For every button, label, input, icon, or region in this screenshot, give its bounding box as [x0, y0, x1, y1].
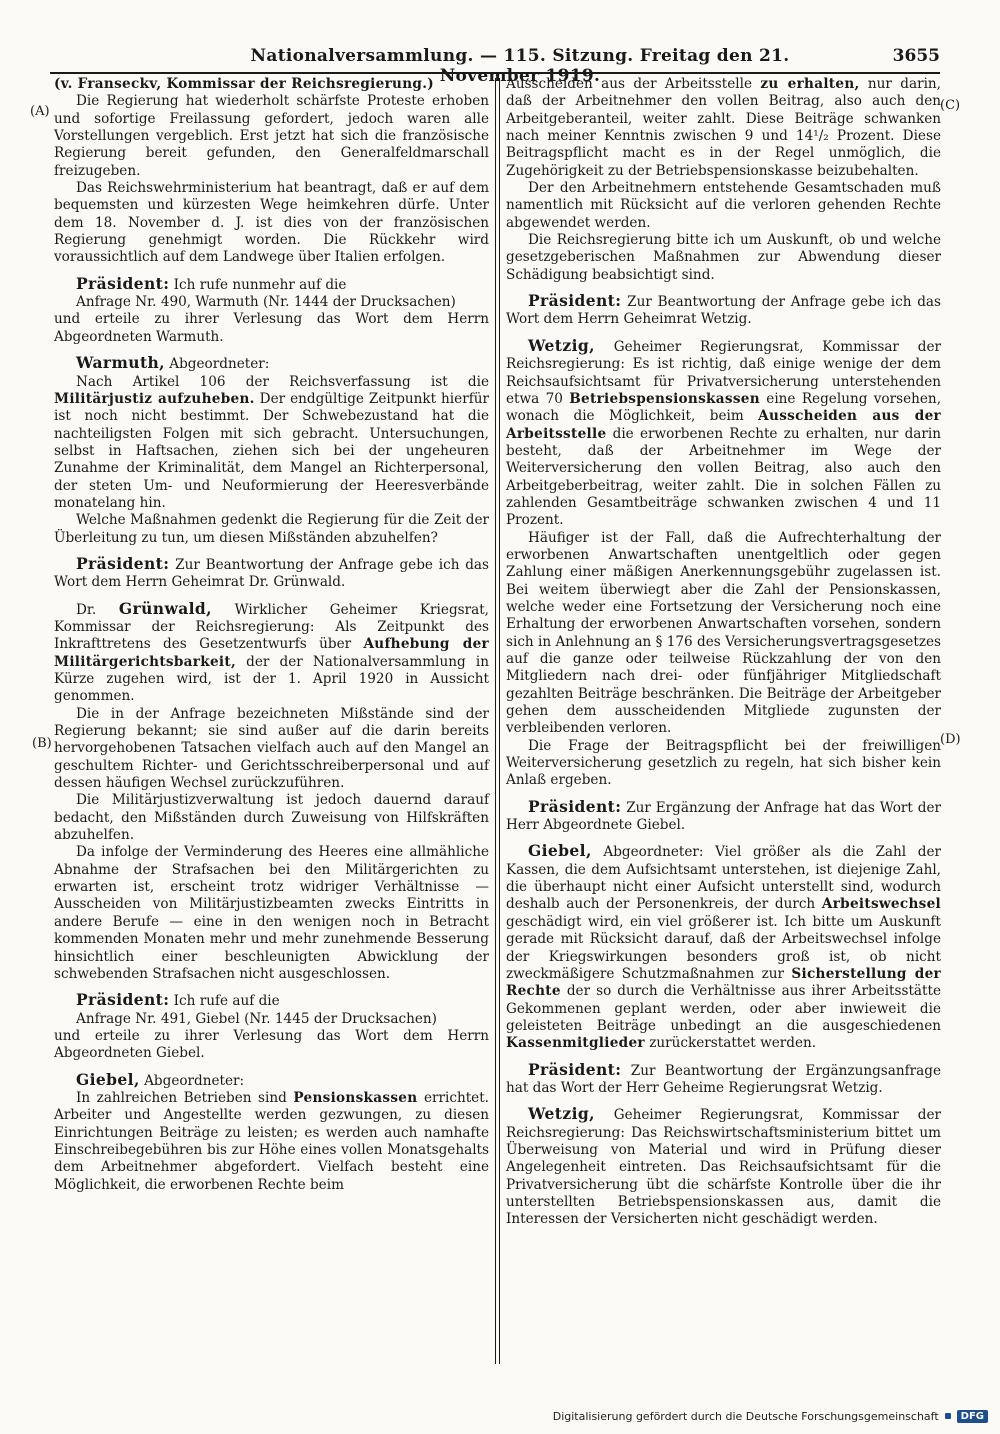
- speech-block: [506, 337, 941, 790]
- speech-block: [506, 1105, 941, 1228]
- paragraph: Wetzig, Geheimer Regierungsrat, Kommissar der Reichsregierung: Es ist richtig, daß einige wenige der dem Reichsaufsichtsamt für Privatversicherung unterstehenden etwa 70 Betriebspensionskassen eine Regelung vorsehen, wonach die Möglichkeit, beim Ausscheiden aus der Arbeitsstelle die erworbenen Rechte zu erhalten, nur darin besteht, daß der Arbeitnehmer im Wege der Weiterversicherung den vollen Beitrag, also auch den Arbeitgeberbeitrag, weiter zahlt. Die in solchen Fällen zu zahlenden Gesamtbeiträge schwanken zwischen 4 und 11 Prozent.: [506, 335, 942, 529]
- paragraph: Die Regierung hat wiederholt schärfste Proteste erhoben und sofortige Freilassung gefordert, jedoch waren alle Vorstellungen vergeblich. Erst jetzt hat sich die französische Regierung bereit gefunden, den Generalfeldmarschall freizugeben.: [54, 93, 489, 179]
- paragraph: Wetzig, Geheimer Regierungsrat, Kommissar der Reichsregierung: Das Reichswirtschaftsministerium bittet um Überweisung von Material und wird in Prüfung dieser Angelegenheit eintreten. Das Reichsaufsichtsamt für die Privatversicherung übt die schärfste Kontrolle über die ihr unterstellten Betriebspensionskassen aus, damit die Interessen der Versicherten nicht geschädigt werden.: [506, 1104, 941, 1228]
- digitization-footer: [553, 1406, 988, 1426]
- paragraph: Die in der Anfrage bezeichneten Mißstände sind der Regierung bekannt; sie sind außer auf die darin bereits hervorgehobenen Tatsachen vielfach auch auf den Mangel an geschultem Richter- und Gerichtsschreiberpersonal und auf dessen häufigen Wechsel zurückzuführen.: [54, 705, 489, 792]
- inquiry-reference: Anfrage Nr. 490, Warmuth (Nr. 1444 der Drucksachen): [76, 294, 456, 311]
- paragraph: Präsident: Zur Ergänzung der Anfrage hat das Wort der Herr Abgeordnete Giebel.: [506, 796, 941, 834]
- paragraph: Da infolge der Verminderung des Heeres eine allmähliche Abnahme der Strafsachen bei den Militärgerichten zu erwarten ist, erscheint trotz widriger Verhältnisse — Ausscheiden von Militärjustizbeamten zwecks Eintritts in andere Berufe — eine in den wenigen noch in Betracht kommenden Monaten mehr und mehr zunehmende Besserung hinsichtlich einer beschleunigten Abwicklung der schwebenden Strafsachen nicht ausgeschlossen.: [54, 844, 489, 982]
- speaker-name: Grünwald,: [118, 598, 212, 618]
- paragraph: Giebel, Abgeordneter: Viel größer als die Zahl der Kassen, die dem Aufsichtsamt unterstehen, ist diejenige Zahl, die überhaupt nicht einer Aufsicht unterstellt sind, wodurch deshalb auch der Personenkreis, der durch Arbeitswechsel geschädigt wird, ein viel größerer ist. Ich bitte um Auskunft gerade mit Rücksicht darauf, daß der Arbeitswechsel infolge der Kriegswirkungen besonders groß ist, ob nicht zweckmäßigere Schutzmaßnahmen zur Sicherstellung der Rechte der so durch die Verhältnisse aus ihrer Arbeitsstätte Gekommenen geplant werden, oder aber inwieweit die geleisteten Beiträge unbedingt an die ausgeschiedenen Kassenmitglieder zurückerstattet werden.: [506, 841, 941, 1052]
- speaker-name: Präsident:: [76, 273, 170, 293]
- paragraph: Präsident: Zur Beantwortung der Anfrage gebe ich das Wort dem Herrn Geheimrat Dr. Grünwald.: [54, 553, 489, 591]
- margin-mark-b: (B): [32, 736, 52, 751]
- speaker-name: Präsident:: [76, 553, 170, 573]
- dfg-logo: DFG: [957, 1410, 988, 1423]
- paragraph: Ausscheiden aus der Arbeitsstelle zu erhalten, nur darin, daß der Arbeitnehmer den vollen Beitrag, also auch den Arbeitgeberanteil, weiter zahlt. Diese Beiträge schwanken nach meiner Kenntnis zwischen 9 und 14¹/₂ Prozent. Diese Beitragspflicht macht es in der Regel unmöglich, die Zugehörigkeit zu der Betriebspensionskasse beizubehalten.: [506, 76, 941, 179]
- footer-credit: Digitalisierung gefördert durch die Deutsche Forschungsgemeinschaft: [552, 1409, 939, 1423]
- speaker-name: Warmuth,: [76, 353, 165, 373]
- speaker-name: Giebel,: [528, 841, 592, 861]
- speaker-name: Wetzig,: [528, 1104, 595, 1124]
- speaker-name: Giebel,: [76, 1069, 140, 1089]
- paragraph: Präsident: Ich rufe nunmehr auf die: [76, 273, 347, 293]
- paragraph: Giebel, Abgeordneter:: [76, 1069, 245, 1089]
- speaker-name: Präsident:: [528, 1059, 622, 1079]
- speech-block: [54, 555, 489, 592]
- speech-block: [54, 275, 489, 346]
- paragraph: Dr. Grünwald, Wirklicher Geheimer Kriegsrat, Kommissar der Reichsregierung: Als Zeitpunkt des Inkrafttretens des Gesetzentwurfs über Aufhebung der Militärgerichtsbarkeit, der der Nationalversammlung in Kürze zugehen wird, ist der 1. April 1920 in Aussicht genommen.: [54, 598, 490, 705]
- paragraph: Nach Artikel 106 der Reichsverfassung ist die Militärjustiz aufzuheben. Der endgültige Zeitpunkt hierfür ist noch nicht bestimmt. Der Schwebezustand hat die nachteiligsten Folgen mit sich gebracht. Untersuchungen, selbst in Haftsachen, ziehen sich bei der ungeheuren Zunahme der Kriminalität, dem Mangel an Richterpersonal, der steten Um- und Neuformierung der Heeresverbände monatelang hin.: [54, 373, 489, 511]
- speech-block: [54, 600, 489, 984]
- speech-block: [506, 292, 941, 329]
- right-column: [506, 76, 941, 1229]
- margin-mark-a: (A): [30, 104, 50, 119]
- speaker-name: Präsident:: [528, 291, 622, 311]
- dfg-dot-icon: [945, 1413, 951, 1419]
- speaker-name: Wetzig,: [528, 335, 595, 355]
- paragraph: Präsident: Zur Beantwortung der Ergänzungsanfrage hat das Wort der Herr Geheime Regierungsrat Wetzig.: [506, 1059, 941, 1096]
- paragraph: Welche Maßnahmen gedenkt die Regierung für die Zeit der Überleitung zu tun, um diesen Mißständen abzuhelfen?: [54, 512, 489, 546]
- paragraph: Die Reichsregierung bitte ich um Auskunft, ob und welche gesetzgeberischen Maßnahmen zur Abwendung dieser Schädigung beabsichtigt sind.: [506, 232, 941, 283]
- paragraph: und erteile zu ihrer Verlesung das Wort dem Herrn Abgeordneten Giebel.: [54, 1027, 489, 1062]
- page-number: 3655: [892, 46, 940, 66]
- speech-block: [506, 798, 941, 835]
- paragraph: Das Reichswehrministerium hat beantragt, daß er auf dem bequemsten und kürzesten Wege heimkehren dürfe. Unter dem 18. November d. J. ist dies von der französischen Regierung genehmigt worden. Die Rückkehr wird voraussichtlich auf dem Landwege über Italien erfolgen.: [54, 180, 489, 266]
- speaker-continuation: (v. Franseckv, Kommissar der Reichsregierung.): [54, 76, 434, 92]
- paragraph: Die Militärjustizverwaltung ist jedoch dauernd darauf bedacht, den Mißständen durch Zuweisung von Hilfskräften abzuhelfen.: [54, 792, 489, 844]
- column-divider: [499, 78, 500, 1364]
- margin-mark-c: (C): [940, 98, 961, 113]
- inquiry-reference: Anfrage Nr. 491, Giebel (Nr. 1445 der Drucksachen): [76, 1010, 437, 1027]
- speech-block: [506, 842, 941, 1052]
- margin-mark-d: (D): [940, 732, 961, 747]
- left-column: [54, 76, 489, 1194]
- speaker-name: Präsident:: [528, 796, 622, 816]
- header-title: Nationalversammlung. — 115. Sitzung. Freitag den 21. November 1919.: [250, 46, 790, 86]
- paragraph: Häufiger ist der Fall, daß die Aufrechterhaltung der erworbenen Anwartschaften unentgeltlich oder gegen Zahlung einer mäßigen Anerkennungsgebühr zugelassen ist. Bei weitem überwiegt aber die Zahl der Pensionskassen, welche weder eine Fortsetzung der Versicherung noch eine Erhaltung der erworbenen Anwartschaften vorsehen, sondern sich in Anlehnung an § 176 des Versicherungsvertragsgesetzes auf die ganze oder teilweise Rückzahlung der von den Mitgliedern nach drei- oder fünfjähriger Mitgliedschaft gezahlten Beiträge beschränken. Die Beiträge der Arbeitgeber gehen dem ausscheidenden Mitgliede zugunsten der verbleibenden verloren.: [506, 529, 941, 737]
- speech-block: [506, 1061, 941, 1098]
- column-divider: [495, 78, 496, 1364]
- speech-block: [54, 1071, 489, 1194]
- paragraph: Der den Arbeitnehmern entstehende Gesamtschaden muß namentlich mit Rücksicht auf die verloren gehenden Rechte abgewendet werden.: [506, 180, 941, 231]
- paragraph: Präsident: Ich rufe auf die: [76, 990, 280, 1010]
- speech-block: [54, 354, 489, 547]
- speech-block: [54, 991, 489, 1062]
- paragraph: In zahlreichen Betrieben sind Pensionskassen errichtet. Arbeiter und Angestellte werden gezwungen, zu diesen Einrichtungen Beiträge zu leisten; es werden auch namhafte Einschreibegebühren bis zur Höhe eines vollen Monatsgehalts dem Arbeitnehmer abgefordert. Vielfach besteht eine Möglichkeit, die erworbenen Rechte beim: [54, 1089, 489, 1193]
- paragraph: Die Frage der Beitragspflicht bei der freiwilligen Weiterversicherung gesetzlich zu regeln, hat sich bisher kein Anlaß ergeben.: [506, 737, 941, 789]
- paragraph: Präsident: Zur Beantwortung der Anfrage gebe ich das Wort dem Herrn Geheimrat Wetzig.: [506, 291, 941, 328]
- paragraph: Warmuth, Abgeordneter:: [76, 353, 270, 373]
- paragraph: und erteile zu ihrer Verlesung das Wort dem Herrn Abgeordneten Warmuth.: [54, 311, 489, 345]
- speaker-name: Präsident:: [76, 990, 170, 1010]
